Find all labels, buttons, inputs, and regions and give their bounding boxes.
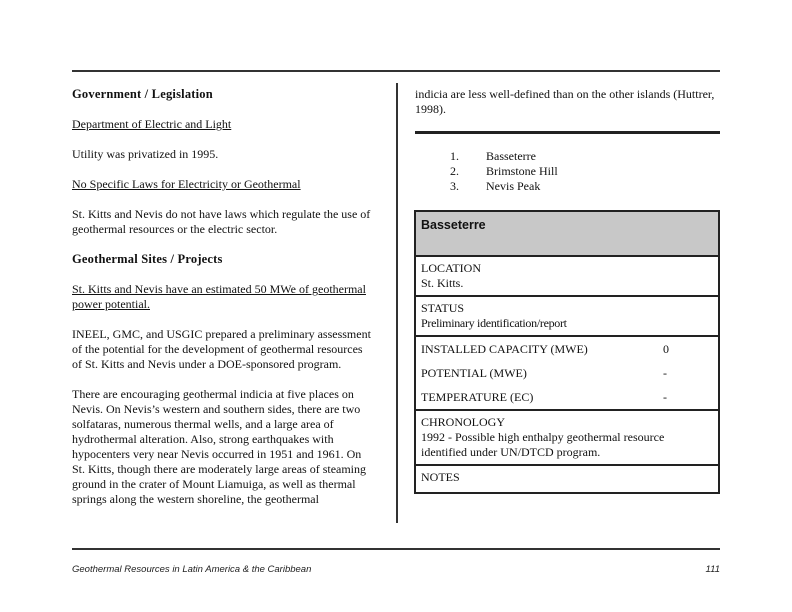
potential-row: POTENTIAL (MWE) - [421,365,667,380]
status-cell [415,296,719,336]
location-value: St. Kitts. [421,276,464,290]
utility-text: Utility was privatized in 1995. [72,147,219,161]
status-label: STATUS [421,301,465,315]
section-rule [415,131,720,134]
footer [72,564,720,575]
estimate-text: St. Kitts and Nevis have an estimated 50 MWe of geothermal power potential. [72,282,366,311]
installed-capacity-row: INSTALLED CAPACITY (MWE) 0 [421,341,669,356]
location-cell [415,256,719,296]
chronology-cell [415,410,719,465]
left-column [72,87,372,507]
notes-cell: NOTES [415,465,719,493]
indicia-text: There are encouraging geothermal indicia at five places on Nevis. On Nevis’s western and southern sides, there are two solfataras, numerous thermal wells, and a large area of hydrothermal alteration. Also, strong earthquakes with hypocenters very near Nevis occurred in 1951 and 1961. On St. Kitts, though there are moderately large areas of steaming ground in the crater of Mount Liamuiga, as well as thermal springs along the western shoreline, the geothermal [72,387,367,506]
right-column [415,87,720,117]
chronology-value: 1992 - Possible high enthalpy geothermal resource identified under UN/DTCD program. [421,430,665,459]
department-heading: Department of Electric and Light [72,117,232,131]
laws-heading: No Specific Laws for Electricity or Geothermal [72,177,301,191]
site-table [414,210,720,494]
laws-text: St. Kitts and Nevis do not have laws which regulate the use of geothermal resources or the electric sector. [72,207,371,236]
temperature-row: TEMPERATURE (ЕC) - [421,389,667,404]
site-title: Basseterre [415,211,719,256]
top-rule [72,70,720,72]
site-list [450,149,558,194]
column-divider [396,83,398,523]
list-item: 3. Nevis Peak [450,179,541,193]
geothermal-sites-heading: Geothermal Sites / Projects [72,252,223,266]
bottom-rule [72,548,720,550]
chronology-label: CHRONOLOGY [421,415,505,429]
location-label: LOCATION [421,261,481,275]
government-legislation-heading: Government / Legislation [72,87,213,101]
page-number: 111 [705,564,720,575]
list-item: 2. Brimstone Hill [450,164,558,178]
status-value: Preliminary identification/report [421,316,567,330]
ineel-text: INEEL, GMC, and USGIC prepared a preliminary assessment of the potential for the development of geothermal resources of St. Kitts and Nevis under a DOE-sponsored program. [72,327,371,371]
list-item: 1. Basseterre [450,149,536,163]
capacity-cell [415,336,719,410]
continued-text: indicia are less well-defined than on the other islands (Huttrer, 1998). [415,87,715,116]
footer-title: Geothermal Resources in Latin America & the Caribbean [72,564,312,575]
